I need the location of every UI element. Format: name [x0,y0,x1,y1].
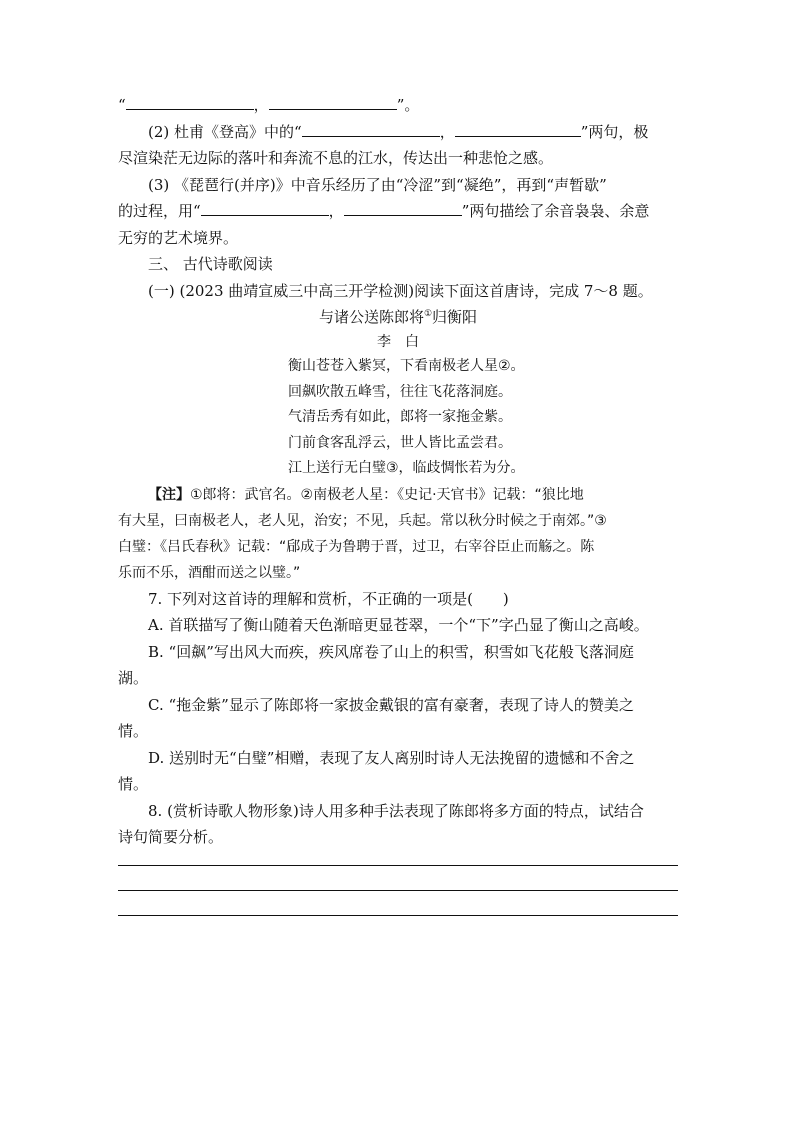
answer-line[interactable] [118,915,678,916]
question-2: (2) 杜甫《登高》中的“ ， ”两句，极 [148,122,649,141]
footnote-marker: ① [423,309,433,319]
worksheet-page [118,92,678,940]
question-3-end: 无穷的艺术境界。 [118,228,239,247]
annotation-line-4: 乐而不乐，酒酣而送之以璧。” [118,564,301,581]
question-7-stem: 7. 下列对这首诗的理解和赏析，不正确的一项是( ) [148,589,509,608]
answer-blank-3b[interactable] [344,201,462,216]
annotation-line-2: 有大星，曰南极老人，老人见，治安；不见，兵起。常以秋分时候之于南郊。”③ [118,512,607,529]
quote-close: ”。 [396,96,420,114]
question-3: (3) 《琵琶行(并序)》中音乐经历了由“冷涩”到“凝绝”，再到“声暂歇” [148,175,607,194]
option-d-cont: 情。 [118,775,149,793]
quote-open: “ [118,96,126,114]
answer-blank-2a[interactable] [302,122,440,137]
question-8: 8. (赏析诗歌人物形象)诗人用多种手法表现了陈郎将多方面的特点，试结合 [148,801,644,820]
poem-line-5: 江上送行无白璧③，临歧惆怅若为分。 [288,460,525,476]
poem-title: 与诸公送陈郎将①归衡阳 [318,308,478,326]
annotation-line-3: 白璧：《吕氏春秋》记载：“郈成子为鲁聘于晋，过卫，右宰谷臣止而觞之。陈 [118,538,595,555]
fill-in-line-1 [118,92,678,119]
option-b[interactable]: B. “回飙”写出风大而疾，疾风席卷了山上的积雪，积雪如飞花般飞落洞庭 [148,642,634,661]
question-tag: (赏析诗歌人物形象) [167,801,299,820]
section-intro: (一) (2023 曲靖宣威三中高三开学检测)阅读下面这首唐诗，完成 7～8 题。 [148,281,653,300]
option-d[interactable]: D. 送别时无“白璧”相赠，表现了友人离别时诗人无法挽留的遗憾和不舍之 [148,748,635,767]
annotation-label: 【注】 [148,486,190,503]
answer-blank-1a[interactable] [126,95,254,110]
option-c-cont: 情。 [118,722,149,740]
question-8-cont: 诗句简要分析。 [118,828,224,846]
question-2-cont: 尽渲染茫无边际的落叶和奔流不息的江水，传达出一种悲怆之感。 [118,149,554,167]
answer-line[interactable] [118,890,678,891]
annotation: 【注】①郎将：武官名。②南极老人星：《史记·天官书》记载：“狼比地 [148,486,584,503]
poem-line-2: 回飙吹散五峰雪，往往飞花落洞庭。 [288,383,512,400]
answer-line[interactable] [118,865,678,866]
option-c[interactable]: C. “拖金紫”显示了陈郎将一家披金戴银的富有豪奢，表现了诗人的赞美之 [148,695,634,714]
option-a[interactable]: A. 首联描写了衡山随着天色渐暗更显苍翠，一个“下”字凸显了衡山之高峻。 [148,616,649,634]
poem-line-4: 门前食客乱浮云，世人皆比孟尝君。 [288,434,512,451]
answer-blank-1b[interactable] [269,95,397,110]
poem-author: 李白 [377,334,433,350]
poem-line-1: 衡山苍苍入紫冥，下看南极老人星②。 [288,358,525,374]
option-b-cont: 湖。 [118,669,149,687]
answer-blank-2b[interactable] [455,122,581,137]
separator: ， [253,96,269,114]
section-heading: 三、 古代诗歌阅读 [148,255,273,273]
answer-blank-3a[interactable] [201,201,329,216]
poem-line-3: 气清岳秀有如此，郎将一家拖金紫。 [288,409,512,425]
question-3-cont: 的过程，用“ ， ”两句描绘了余音袅袅、余意 [118,202,650,220]
answer-area[interactable] [118,865,678,916]
